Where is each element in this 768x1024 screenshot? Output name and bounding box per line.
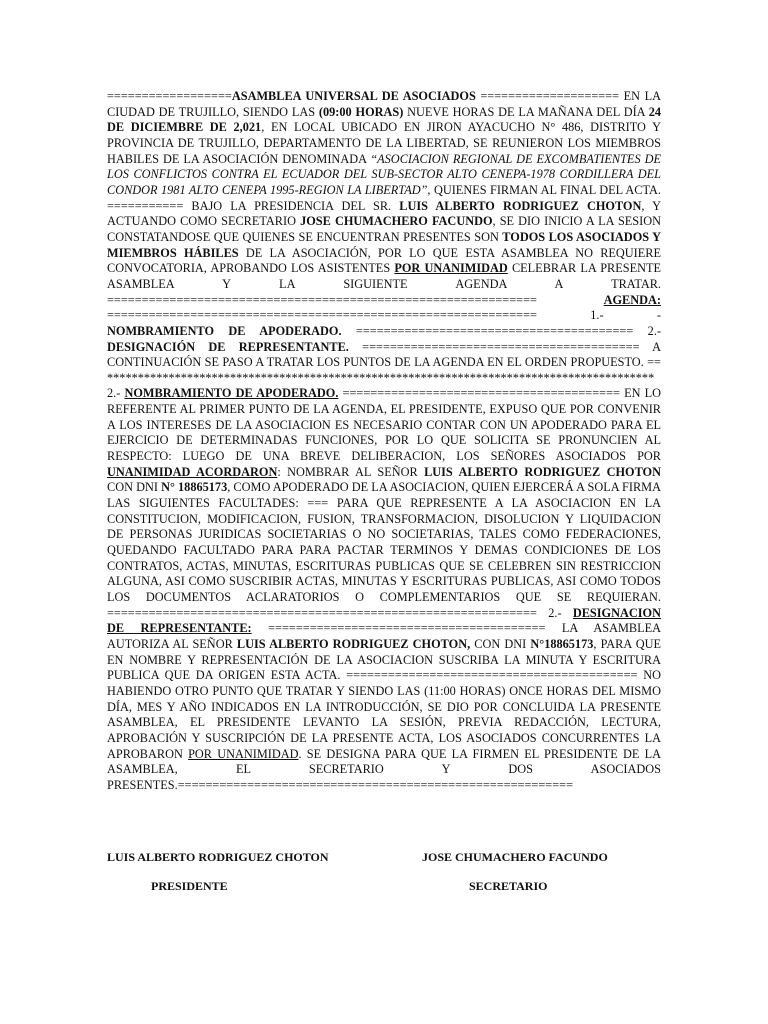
- section-heading-apoderado: NOMBRAMIENTO DE APODERADO.: [124, 386, 339, 401]
- text-run: ======================================== EN LO REFERENTE AL PRIMER PUNTO DE LA AGENDA, EL PRESIDENTE, EXPUSO QUE POR CONVENIR A LOS INTERESES DE LA ASOCIACION ES NECESARIO CONTAR CON UN APODERADO PARA EL EJERCICIO DE DETERMINADAS FUNCIONES, POR LO QUE SOLICITA SE PRONUNCIEN AL RESPECTO: LUEGO DE UNA BREVE DELIBERACION, LOS SEÑORES ASOCIADOS POR: [107, 386, 661, 464]
- text-run: : NOMBRAR AL SEÑOR: [277, 464, 425, 479]
- text-run: CELEBRAR LA PRESENTE ASAMBLEA Y LA SIGUIENTE AGENDA A TRATAR. ==============================================================: [107, 261, 662, 307]
- representative-dni: N°18865173: [530, 636, 594, 651]
- signature-secretary-name: JOSE CHUMACHERO FACUNDO: [422, 850, 608, 864]
- appointee-name: LUIS ALBERTO RODRIGUEZ CHOTON: [424, 464, 661, 479]
- text-run: , SE DIO INICIO A LA SESION CONSTATANDOSE QUE QUIENES SE ENCUENTRAN PRESENTES SON: [107, 214, 661, 244]
- text-run: ======================================== LA ASAMBLEA AUTORIZA AL SEÑOR: [107, 621, 661, 651]
- agenda-item-1: NOMBRAMIENTO DE APODERADO.: [107, 323, 342, 338]
- text-run: ======================================== A CONTINUACIÓN SE PASO A TRATAR LOS PUNTOS DE LA AGENDA EN EL ORDEN PROPUESTO. == ***************************************************************************************** 2.-: [107, 339, 661, 401]
- text-run: , QUIENES FIRMAN AL FINAL DEL ACTA. =========== BAJO LA PRESIDENCIA DEL SR.: [107, 182, 661, 213]
- meeting-date: 24 DE DICIEMBRE DE 2,021: [107, 104, 661, 135]
- text-run: NUEVE HORAS DE LA MAÑANA DEL DÍA: [403, 104, 649, 119]
- text-run: ==================== EN LA CIUDAD DE TRUJILLO, SIENDO LAS: [107, 89, 661, 119]
- representative-name: LUIS ALBERTO RODRIGUEZ CHOTON,: [236, 636, 471, 651]
- text-run: , PARA QUE EN NOMBRE Y REPRESENTACIÓN DE LA ASOCIACION SUSCRIBA LA MINUTA Y ESCRITURA PUBLICA QUE DA ORIGEN ESTA ACTA. ========================================== NO HABIENDO OTRO PUNTO QUE TRATAR Y SIENDO LAS (11:00 HORAS) ONCE HORAS DEL MISMO DÍA, MES Y AÑO INDICADOS EN LA INTRODUCCIÓN, SE DIO POR CONCLUIDA LA PRESENTE ASAMBLEA, EL PRESIDENTE LEVANTO LA SESIÓN, PREVIA REDACCIÓN, LECTURA, APROBACIÓN Y SUSCRIPCIÓN DE LA PRESENTE ACTA, LOS ASOCIADOS CONCURRENTES LA APROBARON: [107, 636, 661, 761]
- signature-president-name: LUIS ALBERTO RODRIGUEZ CHOTON: [107, 850, 329, 864]
- text-run: CON DNI: [470, 636, 531, 651]
- text-run: , EN LOCAL UBICADO EN JIRON AYACUCHO N° 486, DISTRITO Y PROVINCIA DE TRUJILLO, DEPARTAMENTO DE LA LIBERTAD, SE REUNIERON LOS MIEMBROS HABILES DE LA ASOCIACIÓN DENOMINADA: [107, 120, 662, 166]
- attendees-emphasis: TODOS LOS ASOCIADOS Y MIEMBROS HÁBILES: [107, 229, 661, 260]
- signature-president-role: PRESIDENTE: [151, 879, 228, 893]
- text-run: ============================================================== 1.- -: [107, 308, 661, 323]
- text-run: DE LA ASOCIACIÓN, POR LO QUE ESTA ASAMBLEA NO REQUIERE CONVOCATORIA, APROBANDO LOS ASISTENTES: [107, 245, 662, 276]
- appointee-dni: N° 18865173: [161, 480, 228, 495]
- equals-rule: ==================: [107, 89, 232, 103]
- unanimity-emphasis: POR UNANIMIDAD: [394, 261, 508, 276]
- agenda-heading: AGENDA:: [603, 292, 661, 307]
- text-run: CON DNI: [107, 480, 162, 495]
- association-name: “ASOCIACION REGIONAL DE EXCOMBATIENTES DE LOS CONFLICTOS CONTRA EL ECUADOR DEL SUB-SECTOR ALTO CENEPA-1978 CORDILLERA DEL CONDOR 1981 ALTO CENEPA 1995-REGION LA LIBERTAD”: [107, 151, 662, 197]
- secretary-name: JOSE CHUMACHERO FACUNDO: [300, 214, 493, 229]
- text-run: , COMO APODERADO DE LA ASOCIACION, QUIEN EJERCERÁ A SOLA FIRMA LAS SIGUIENTES FACULTADES: === PARA QUE REPRESENTE A LA ASOCIACION EN LA CONSTITUCION, MODIFICACION, FUSION, TRANSFORMACION, DISOLUCION Y LIQUIDACION DE PERSONAS JURIDICAS SOCIETARIAS O NO SOCIETARIAS, TALES COMO FEDERACIONES, QUEDANDO FACULTADO PARA PARA PACTAR TERMINOS Y DEMAS CONDICIONES DE LOS CONTRATOS, ACTAS, MINUTAS, ESCRITURAS PUBLICAS QUE SE CELEBREN SIN RESTRICCION ALGUNA, ASI COMO SUSCRIBIR ACTAS, MINUTAS Y ESCRITURAS PUBLICAS, ASI COMO TODOS LOS DOCUMENTOS ACLARATORIOS O COMPLEMENTARIOS QUE SE REQUIERAN. ============================================================== 2.-: [107, 480, 661, 620]
- start-time: (09:00 HORAS): [318, 104, 404, 119]
- president-name: LUIS ALBERTO RODRIGUEZ CHOTON: [399, 198, 642, 213]
- signature-secretary-role: SECRETARIO: [469, 879, 548, 893]
- text-run: . SE DESIGNA PARA QUE LA FIRMEN EL PRESIDENTE DE LA ASAMBLEA, EL SECRETARIO Y DOS ASOCIADOS PRESENTES.=========================================================: [107, 746, 662, 792]
- unanimity-approved: POR UNANIMIDAD: [188, 746, 299, 761]
- text-run: ======================================== 2.-: [341, 323, 661, 338]
- unanimity-agreed: UNANIMIDAD ACORDARON: [107, 464, 278, 479]
- act-body: [107, 89, 661, 794]
- text-run: , Y ACTUANDO COMO SECRETARIO: [107, 198, 661, 229]
- section-heading-representante: DESIGNACION DE REPRESENTANTE:: [107, 605, 661, 636]
- agenda-item-2: DESIGNACIÓN DE REPRESENTANTE.: [107, 339, 349, 354]
- act-title: ASAMBLEA UNIVERSAL DE ASOCIADOS: [231, 89, 476, 103]
